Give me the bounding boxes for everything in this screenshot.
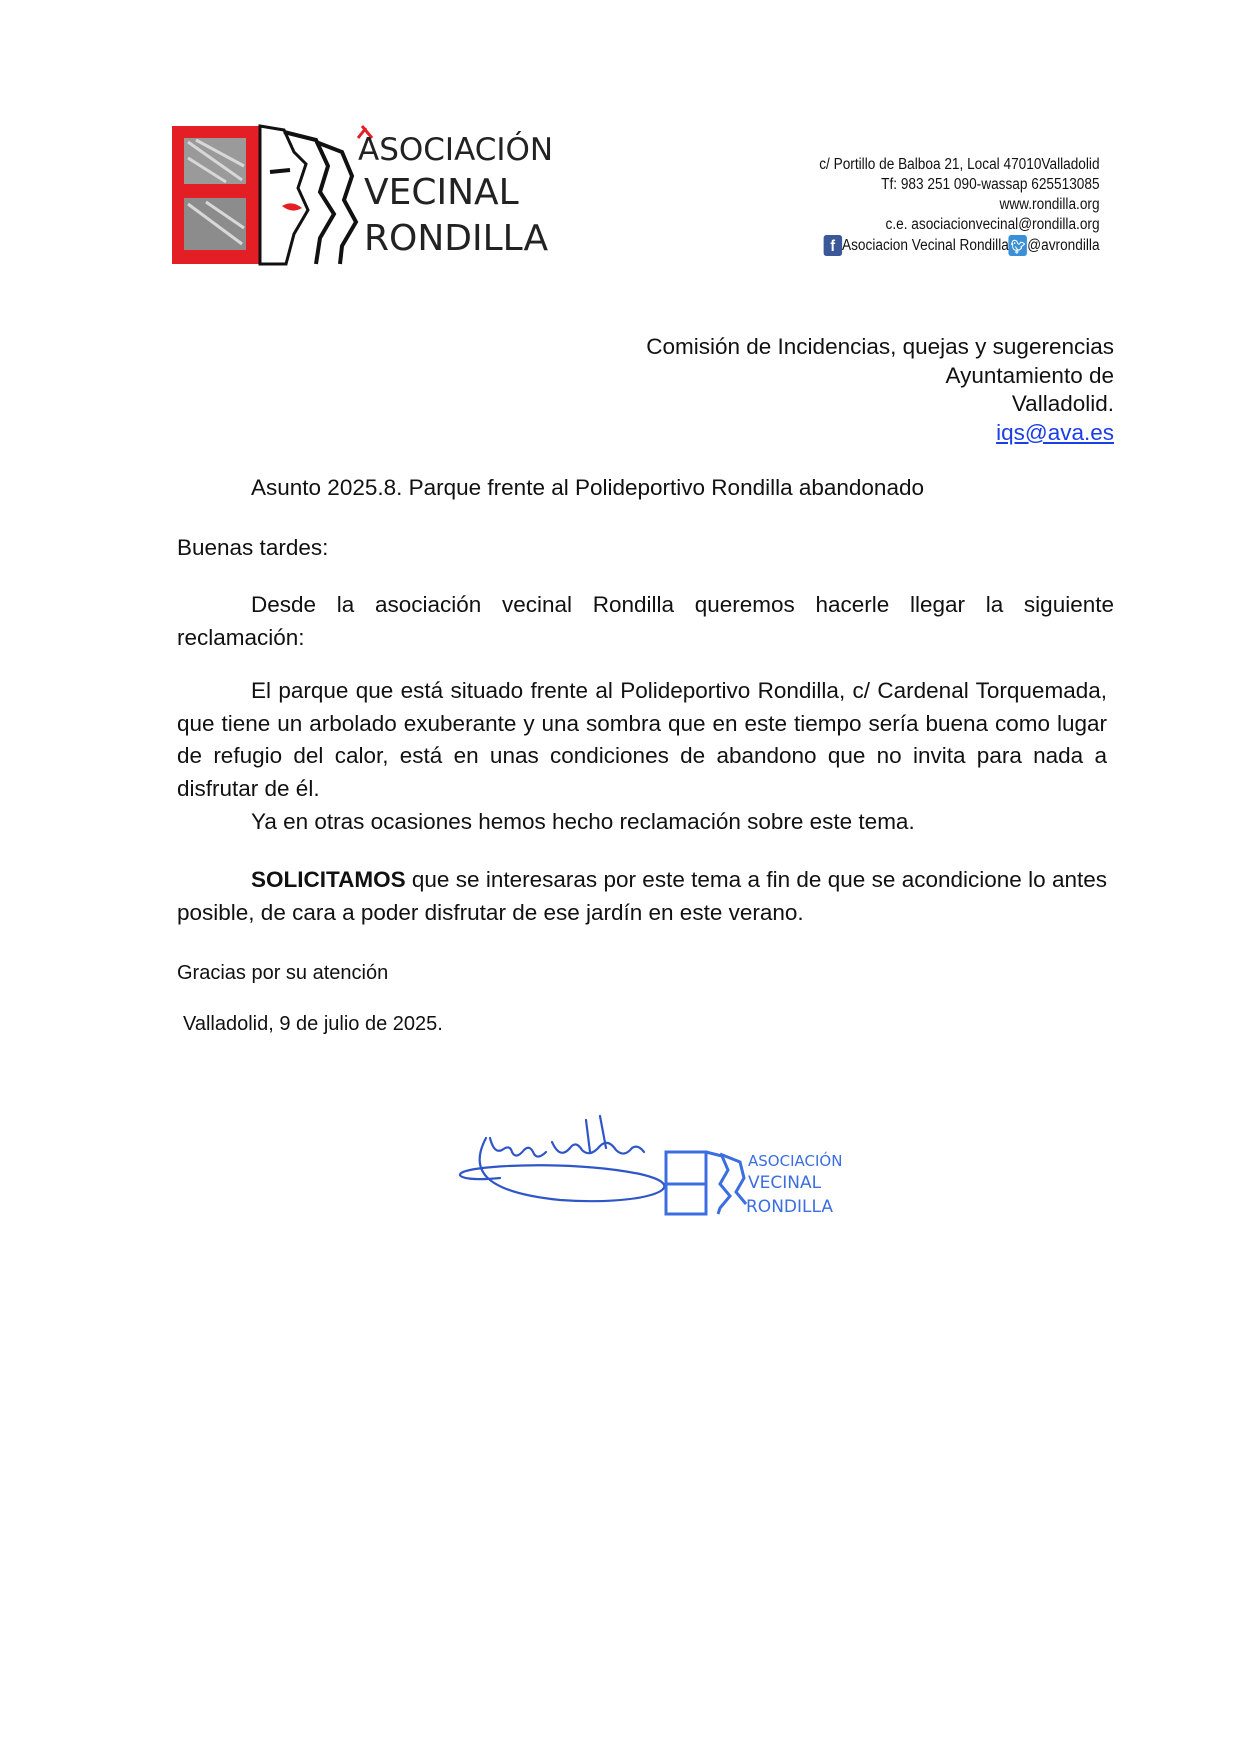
request-paragraph — [177, 864, 1107, 929]
request-text: que se interesaras por este tema a fin de que se acondicione lo antes posible, de cara a poder disfrutar de ese jardín en este verano. — [177, 867, 1107, 925]
recipient-block — [646, 333, 1114, 447]
stamp-text-line2: VECINAL — [748, 1173, 822, 1193]
logo-text-line2: VECINAL — [364, 172, 519, 213]
body-paragraph-3: Ya en otras ocasiones hemos hecho reclamación sobre este tema. — [251, 809, 915, 834]
body-paragraph-2: El parque que está situado frente al Polideportivo Rondilla, c/ Cardenal Torquemada, que tiene un arbolado exuberante y una sombra que en este tiempo sería buena como lugar de refugio del calor, está en unas condiciones de abandono que no invita para nada a disfrutar de él. — [177, 678, 1107, 801]
facebook-name: Asociacion Vecinal Rondilla — [842, 236, 1010, 254]
website: www.rondilla.org — [999, 196, 1100, 213]
request-keyword: SOLICITAMOS — [251, 867, 406, 892]
recipient-email-link[interactable]: iqs@ava.es — [996, 419, 1114, 445]
place-date: Valladolid, 9 de julio de 2025. — [183, 1013, 443, 1035]
phone: Tf: 983 251 090-wassap 625513085 — [881, 176, 1100, 193]
stamp-text-line3: RONDILLA — [746, 1197, 833, 1217]
social-links — [824, 235, 1100, 256]
signature-stamp — [440, 1108, 843, 1228]
logo-text-line3: RONDILLA — [364, 218, 549, 259]
recipient-line2: Ayuntamiento de — [945, 362, 1114, 388]
recipient-line1: Comisión de Incidencias, quejas y sugerencias — [646, 334, 1114, 359]
stamp-emblem — [666, 1152, 746, 1214]
twitter-handle: @avrondilla — [1027, 236, 1100, 254]
closing: Gracias por su atención — [177, 962, 389, 984]
body-paragraph-1: Desde la asociación vecinal Rondilla queremos hacerle llegar la siguiente reclamación: — [177, 592, 1114, 650]
twitter-icon: 🐦︎ — [1009, 235, 1027, 256]
greeting: Buenas tardes: — [177, 535, 329, 560]
subject: Asunto 2025.8. Parque frente al Polideportivo Rondilla abandonado — [251, 475, 924, 500]
address: c/ Portillo de Balboa 21, Local 47010Valladolid — [819, 156, 1100, 173]
email: c.e. asociacionvecinal@rondilla.org — [885, 216, 1100, 233]
organization-logo — [166, 118, 554, 270]
recipient-line3: Valladolid. — [1011, 391, 1114, 416]
contact-info — [820, 155, 1100, 257]
stamp-text-line1: ASOCIACIÓN — [748, 1152, 843, 1170]
handwritten-signature — [460, 1116, 664, 1201]
logo-text-line1: ASOCIACIÓN — [358, 132, 554, 168]
facebook-icon: f — [824, 235, 842, 256]
